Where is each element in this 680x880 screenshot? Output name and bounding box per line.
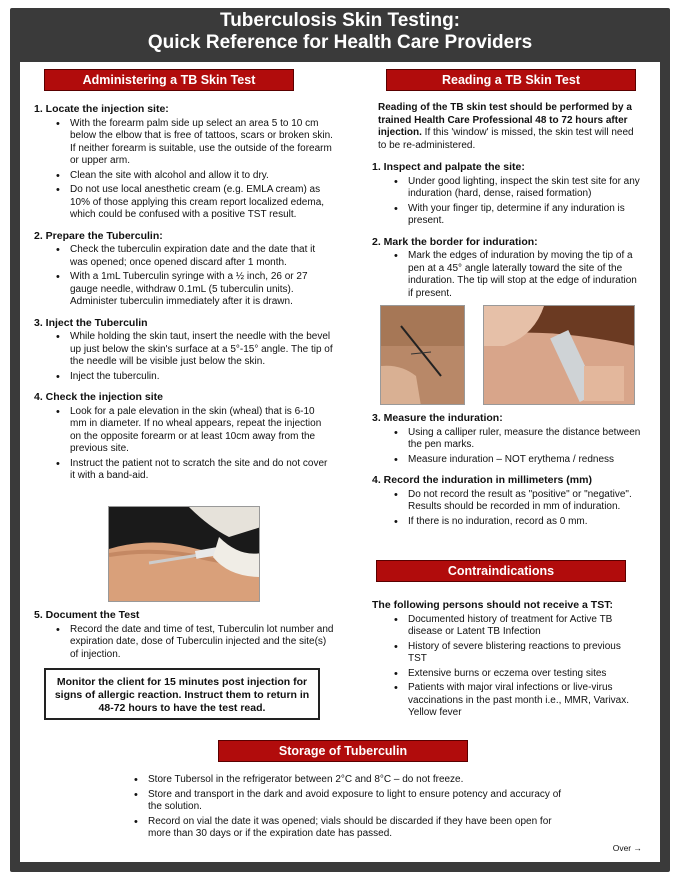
- step-bullet: • While holding the skin taut, insert the needle with the bevel up just below the skin's surface at a 5°-15° angle. The tip of the needle will be visible just below the skin.: [52, 331, 334, 369]
- monitor-callout: Monitor the client for 15 minutes post injection for signs of allergic reaction. Instruct them to return in 48-72 hours to have the test read.: [44, 668, 320, 720]
- step-bullet: • If there is no induration, record as 0 mm.: [390, 516, 642, 529]
- step-bullets: [372, 489, 642, 529]
- step-heading: 1. Locate the injection site:: [34, 103, 169, 115]
- step-bullet: • Record the date and time of test, Tuberculin lot number and expiration date, dose of Tuberculin injected and the site(s) of injection.: [52, 624, 334, 662]
- storage-item: • Store Tubersol in the refrigerator between 2°C and 8°C – do not freeze.: [130, 774, 570, 787]
- step-bullets: [372, 427, 642, 467]
- injection-photo: [108, 506, 260, 602]
- step-heading: 4. Check the injection site: [34, 391, 163, 403]
- step-bullet: • With the forearm palm side up select an area 5 to 10 cm below the elbow that is free of tattoos, scars or broken skin. If neither forearm is suitable, use the outside of the forearm or upper arm.: [52, 118, 334, 168]
- step-bullet: • Mark the edges of induration by moving the tip of a pen at a 45° angle laterally toward the site of the induration. The tip will stop at the edge of induration if present.: [390, 250, 642, 300]
- pen-marking-photo: [380, 305, 465, 405]
- step-bullet: • Instruct the patient not to scratch the site and do not cover it with a band-aid.: [52, 458, 334, 483]
- step-heading: 2. Mark the border for induration:: [372, 235, 538, 248]
- contraindication-item: • Documented history of treatment for Active TB disease or Latent TB Infection: [390, 614, 642, 639]
- step-heading: 5. Document the Test: [34, 609, 140, 621]
- step-bullets: [34, 406, 334, 483]
- contraindications-section: [372, 599, 642, 720]
- step-bullet: • Using a calliper ruler, measure the distance between the pen marks.: [390, 427, 642, 452]
- step-bullet: • With your finger tip, determine if any induration is present.: [390, 203, 642, 228]
- step-bullets: [372, 250, 642, 300]
- step-bullet: • Check the tuberculin expiration date and the date that it was opened; once opened discard after 1 month.: [52, 244, 334, 269]
- step-heading: 3. Inject the Tuberculin: [34, 316, 148, 329]
- contraindications-list: [372, 614, 642, 720]
- reading-intro-rest: If this 'window' is missed, the skin test will need to be re-administered.: [378, 127, 634, 151]
- step-bullet: • Inject the tuberculin.: [52, 371, 334, 384]
- step-bullet: • Under good lighting, inspect the skin test site for any induration (hard, dense, raised formation): [390, 176, 642, 201]
- step-heading: 3. Measure the induration:: [372, 412, 503, 424]
- step-bullet: • Look for a pale elevation in the skin (wheal) that is 6-10 mm in diameter. If no wheal appears, repeat the injection on the opposite forearm or at least 10cm away from the previous site.: [52, 406, 334, 456]
- storage-item: • Store and transport in the dark and avoid exposure to light to ensure potency and accuracy of the solution.: [130, 789, 570, 814]
- step-heading: 4. Record the induration in millimeters (mm): [372, 474, 592, 486]
- step-bullets: [372, 176, 642, 228]
- step-heading: 1. Inspect and palpate the site:: [372, 161, 525, 173]
- step-bullet: • Clean the site with alcohol and allow it to dry.: [52, 170, 334, 183]
- step-bullets: [34, 331, 334, 383]
- administering-steps: [34, 103, 334, 483]
- page-title: [10, 10, 670, 54]
- step-heading: 2. Prepare the Tuberculin:: [34, 229, 163, 242]
- storage-section: [130, 772, 570, 841]
- step-bullet: • Do not use local anesthetic cream (e.g. EMLA cream) as 10% of those applying this cream report localized edema, which could be confused with a positive TST result.: [52, 184, 334, 222]
- step-bullets: [34, 118, 334, 222]
- step-bullet: • Measure induration – NOT erythema / redness: [390, 454, 642, 467]
- reading-intro: [378, 102, 640, 152]
- contraindication-item: • Extensive burns or eczema over testing sites: [390, 668, 642, 681]
- storage-list: [130, 774, 570, 841]
- step-bullet: • With a 1mL Tuberculin syringe with a ½ inch, 26 or 27 gauge needle, withdraw 0.1mL (5 tuberculin units). Administer tuberculin immediately after it is drawn.: [52, 271, 334, 309]
- step-bullet: • Do not record the result as "positive" or "negative". Results should be recorded in mm of induration.: [390, 489, 642, 514]
- title-line-2: Quick Reference for Health Care Providers: [147, 32, 533, 53]
- contraindication-item: • Patients with major viral infections or live-virus vaccinations in the past month i.e., MMR, Varivax. Yellow fever: [390, 682, 642, 720]
- administering-step-5: [34, 609, 334, 661]
- reading-steps-after: [372, 412, 642, 528]
- title-line-1: Tuberculosis Skin Testing:: [220, 10, 460, 31]
- calliper-photo: [483, 305, 635, 405]
- administering-banner: Administering a TB Skin Test: [44, 69, 294, 91]
- reading-intro-bold: Reading of the TB skin test should be performed by a trained Health Care Professional 48 to 72 hours after injection.: [378, 102, 632, 138]
- contraindication-item: • History of severe blistering reactions to previous TST: [390, 641, 642, 666]
- contraindications-intro: The following persons should not receive a TST:: [372, 599, 613, 611]
- contraindications-banner: Contraindications: [376, 560, 626, 582]
- storage-banner: Storage of Tuberculin: [218, 740, 468, 762]
- step-bullets: [34, 244, 334, 309]
- reading-steps: [372, 161, 642, 300]
- step-bullets: [34, 624, 334, 662]
- reading-banner: Reading a TB Skin Test: [386, 69, 636, 91]
- storage-item: • Record on vial the date it was opened; vials should be discarded if they have been open for more than 30 days or if the expiration date has passed.: [130, 816, 570, 841]
- over-label: Over →: [612, 843, 642, 853]
